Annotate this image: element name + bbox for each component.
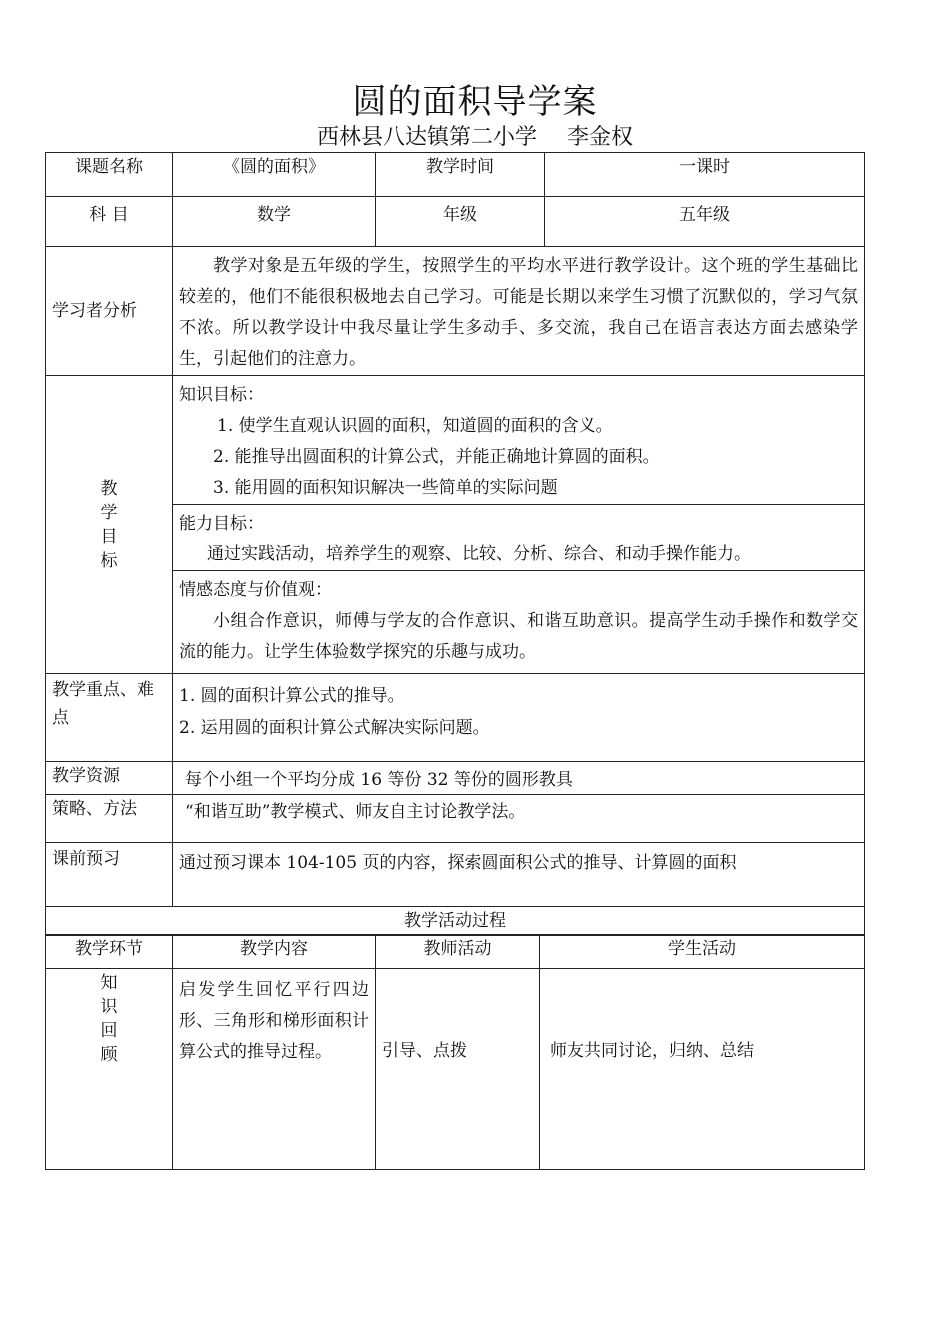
goals-label-char: 学 [100,502,118,523]
strategy-text: “和谐互助”教学模式、师友自主讨论教学法。 [173,795,865,843]
resources-label: 教学资源 [46,762,173,795]
stage-char: 识 [100,997,118,1017]
knowledge-goal-item: 3. 能用圆的面积知识解决一些简单的实际问题 [213,478,558,498]
emotion-goal-text: 小组合作意识，师傅与学友的合作意识、和谐互助意识。提高学生动手操作和数学交流的能力。让学生体验数学探究的乐趣与成功。 [179,611,858,662]
column-header-student: 学生活动 [540,935,865,969]
keypoints-label: 教学重点、难点 [46,674,173,762]
page-subtitle [0,124,950,152]
grade-value: 五年级 [545,197,865,247]
stage-char: 顾 [100,1045,118,1065]
teaching-process-table [45,934,865,1170]
resources-text: 每个小组一个平均分成 16 等份 32 等份的圆形教具 [173,762,865,795]
time-value: 一课时 [545,153,865,197]
subject-value: 数学 [173,197,376,247]
goals-label [46,376,173,674]
knowledge-goal-item: 2. 能推导出圆面积的计算公式，并能正确地计算圆的面积。 [213,447,660,467]
preview-text: 通过预习课本 104-105 页的内容，探索圆面积公式的推导、计算圆的面积 [173,843,865,907]
lesson-info-table [45,152,865,936]
ability-goal-text: 通过实践活动，培养学生的观察、比较、分析、综合、和动手操作能力。 [207,544,751,564]
page-title: 圆的面积导学案 [352,82,598,122]
preview-label: 课前预习 [46,843,173,907]
table-row [46,969,865,1170]
teacher-activity: 引导、点拨 [376,969,540,1170]
ability-goal-title: 能力目标： [179,514,264,534]
student-activity: 师友共同讨论，归纳、总结 [540,969,865,1170]
knowledge-goal-item: 1. 使学生直观认识圆的面积，知道圆的面积的含义。 [217,416,613,436]
author-name: 李金权 [567,125,634,150]
grade-label: 年级 [376,197,545,247]
strategy-label: 策略、方法 [46,795,173,843]
column-header-teacher: 教师活动 [376,935,540,969]
keypoint-item: 1. 圆的面积计算公式的推导。 [179,686,405,706]
goals-label-char: 标 [100,550,118,571]
goals-label-char: 目 [100,526,118,547]
topic-value: 《圆的面积》 [173,153,376,197]
process-header: 教学活动过程 [46,907,865,936]
learner-analysis-text: 教学对象是五年级的学生，按照学生的平均水平进行教学设计。这个班的学生基础比较差的，他们不能很积极地去自己学习。可能是长期以来学生习惯了沉默似的，学习气氛不浓。所以教学设计中我尽量让学生多动手、多交流，我自己在语言表达方面去感染学生，引起他们的注意力。 [179,256,858,369]
learner-label: 学习者分析 [46,247,173,376]
time-label: 教学时间 [376,153,545,197]
emotion-goal-title: 情感态度与价值观： [179,580,332,600]
knowledge-goal-title: 知识目标： [179,385,264,405]
stage-char: 回 [100,1021,118,1041]
goals-label-char: 教 [100,478,118,499]
keypoint-item: 2. 运用圆的面积计算公式解决实际问题。 [179,718,490,738]
subject-label: 科 目 [46,197,173,247]
process-content: 启发学生回忆平行四边形、三角形和梯形面积计算公式的推导过程。 [179,980,369,1062]
column-header-stage: 教学环节 [46,935,173,969]
stage-char: 知 [100,973,118,993]
school-name: 西林县八达镇第二小学 [316,125,537,150]
topic-label: 课题名称 [46,153,173,197]
column-header-content: 教学内容 [173,935,376,969]
